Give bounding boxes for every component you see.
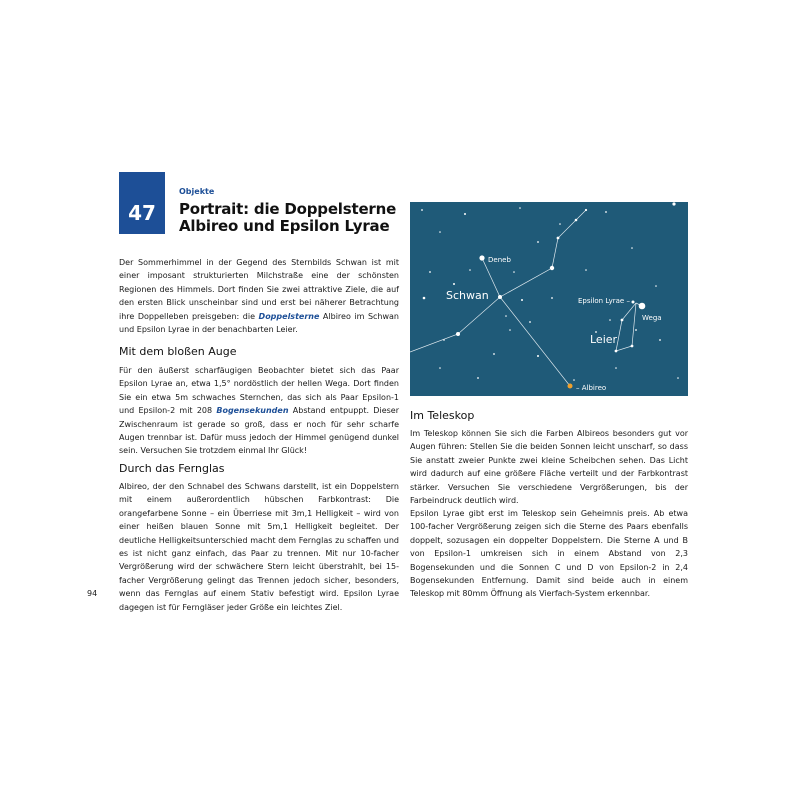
star-map xyxy=(410,202,688,396)
term-doppelsterne: Doppelsterne xyxy=(258,311,320,321)
star-wega xyxy=(639,303,646,310)
label-leier: Leier xyxy=(590,333,618,346)
label-albireo: – Albireo xyxy=(576,384,607,392)
eye-paragraph xyxy=(119,364,399,458)
intro-text-2: Albireo im Schwan und Epsilon Lyrae in der benachbarten Leier. xyxy=(119,311,400,335)
star-map-svg xyxy=(410,202,688,396)
star-albireo xyxy=(568,384,573,389)
page-number: 94 xyxy=(87,589,98,598)
intro-paragraph xyxy=(119,256,399,336)
intro-text-1: Der Sommerhimmel in der Gegend des Sternbilds Schwan ist mit einer imposant strukturierten Milchstraße eine der schönsten Regionen des Himmels. Dort finden Sie zwei attraktive Ziele, die auf den ersten Blick unscheinbar sind und erst bei näherer Betrachtung ihre Doppelleben preisgeben: die xyxy=(119,258,399,321)
heading-bloss-auge: Mit dem bloßen Auge xyxy=(119,345,237,358)
chapter-number-badge xyxy=(119,172,165,234)
chapter-number: 47 xyxy=(128,201,156,225)
label-epsilon-lyrae: Epsilon Lyrae – xyxy=(578,297,630,305)
chapter-title-line1: Portrait: die Doppelsterne xyxy=(179,200,397,218)
chapter-kicker: Objekte xyxy=(179,187,215,196)
star-deneb xyxy=(479,255,484,260)
label-deneb: Deneb xyxy=(488,256,511,264)
term-bogensekunden: Bogensekunden xyxy=(216,406,289,416)
telescope-paragraph-1: Im Teleskop können Sie sich die Farben Albireos besonders gut vor Augen führen: Stellen Sie die beiden Sonnen leicht unscharf, so dass Sie anstatt zweier Punkte zwei kleine Scheibchen sehen. Das Licht wird dadurch auf eine größere Fläche verteilt und der Farbkontrast stärker. Versuchen Sie verschiedene Vergrößerungen, bis der Farbeindruck deutlich wird. xyxy=(410,429,688,506)
chapter-title xyxy=(179,201,399,235)
telescope-paragraph-2: Epsilon Lyrae gibt erst im Teleskop sein Geheimnis preis. Ab etwa 100-facher Vergrößerung zeigen sich die Sterne des Paars ebenfalls doppelt, sozusagen ein doppelter Doppelstern. Die Sterne A und B von Epsilon-1 umkreisen sich in einem Abstand von 2,3 Bogensekunden und die Sonnen C und D von Epsilon-2 in 2,4 Bogensekunden Entfernung. Damit sind beide auch in einem Teleskop mit 80mm Öffnung als Vierfach-System erkennbar. xyxy=(410,509,688,599)
label-wega: Wega xyxy=(642,314,662,322)
chapter-title-line2: Albireo und Epsilon Lyrae xyxy=(179,217,390,235)
binoculars-paragraph: Albireo, der den Schnabel des Schwans darstellt, ist ein Doppelstern mit einem außerordentlich hübschen Farbkontrast: Die orangefarbene Sonne – ein Überriese mit 3m,1 Helligkeit – wird von einer heißen blauen Sonne mit 5m,1 Helligkeit begleitet. Der deutliche Helligkeitsunterschied macht dem Fernglas zu schaffen und es ist nicht ganz einfach, das Paar zu trennen. Mit nur 10-facher Vergrößerung wird der schwächere Stern leicht überstrahlt, bei 15-facher Vergrößerung gelingt das Trennen jedoch sicher, besonders, wenn das Fernglas auf einem Stativ befestigt wird. Epsilon Lyrae dagegen ist für Ferngläser jeder Größe ein leichtes Ziel. xyxy=(119,482,399,612)
label-schwan: Schwan xyxy=(446,289,489,302)
eye-text-2: Abstand entpuppt. Dieser Zwischenraum ist gerade so groß, dass er noch für sehr scharfe Augen trennbar ist. Dafür muss jedoch der Himmel genügend dunkel sein. Versuchen Sie trotzdem einmal Ihr Glück! xyxy=(119,406,399,456)
heading-teleskop: Im Teleskop xyxy=(410,409,475,422)
star-epsilon-lyrae xyxy=(632,301,635,304)
heading-fernglas: Durch das Fernglas xyxy=(119,462,225,475)
eye-text-1: Für den äußerst scharfäugigen Beobachter bietet sich das Paar Epsilon Lyrae an, etwa 1,5° nordöstlich der hellen Wega. Dort finden Sie ein etwa 5m schwaches Sternchen, das sich als Paar Epsilon-1 und Epsilon-2 mit 208 xyxy=(119,366,399,416)
